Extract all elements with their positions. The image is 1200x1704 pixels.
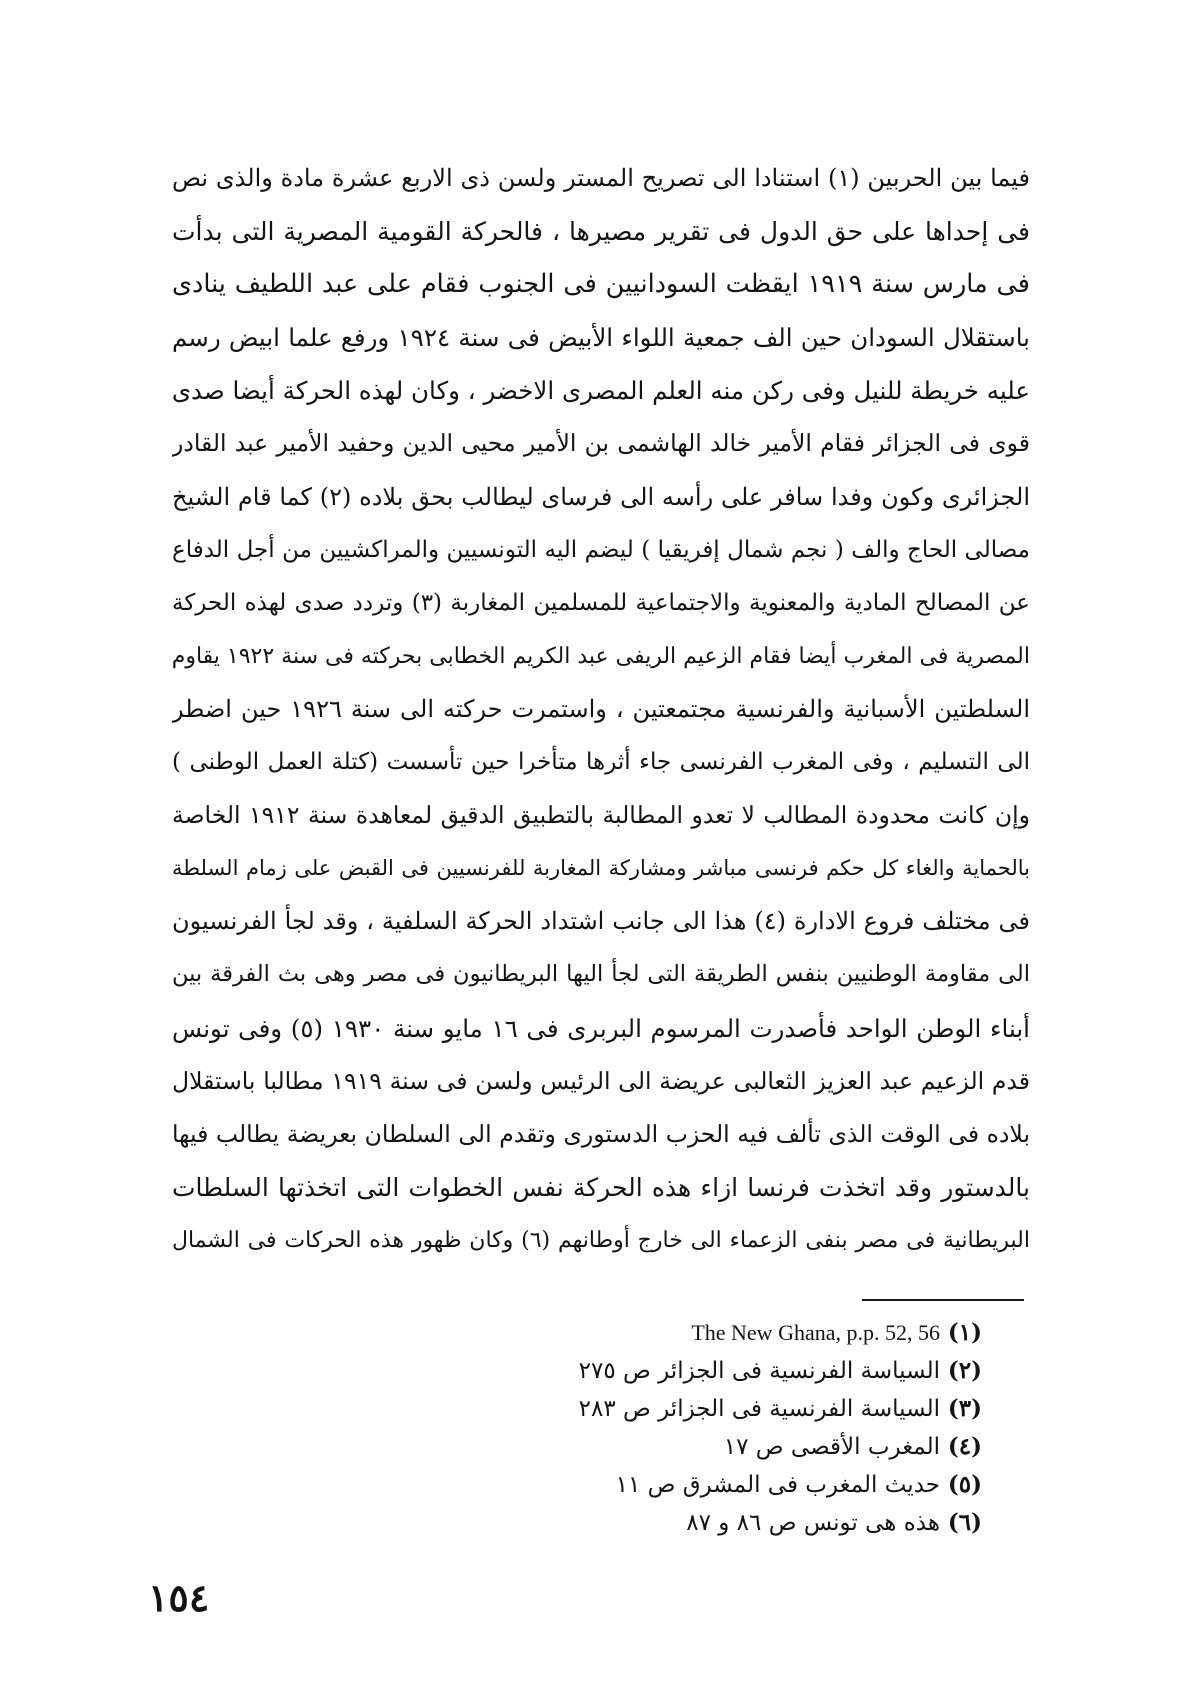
footnote-marker: (٤) — [947, 1433, 982, 1460]
footnote-text: السياسة الفرنسية فى الجزائر ص ٢٧٥ — [578, 1358, 940, 1384]
body-line: بلاده فى الوقت الذى تألف فيه الحزب الدستورى وتقدم الى السلطان بعريضة يطالب فيها — [172, 1119, 1030, 1148]
footnote — [382, 1352, 982, 1390]
body-line: فى مارس سنة ١٩١٩ ايقظت السودانيين فى الجنوب فقام على عبد اللطيف ينادى — [172, 269, 1030, 300]
page-number: ١٥٤ — [148, 1575, 210, 1620]
body-line: قدم الزعيم عبد العزيز الثعالبى عريضة الى الرئيس ولسن فى سنة ١٩١٩ مطالبا باستقلال — [172, 1066, 1030, 1095]
body-text — [172, 152, 1030, 1267]
footnote-marker: (٥) — [947, 1471, 982, 1498]
footnote-text: هذه هى تونس ص ٨٦ و ٨٧ — [686, 1510, 940, 1536]
body-line: وإن كانت محدودة المطالب لا تعدو المطالبة بالتطبيق الدقيق لمعاهدة سنة ١٩١٢ الخاصة — [172, 801, 1030, 830]
footnote-text: السياسة الفرنسية فى الجزائر ص ٢٨٣ — [578, 1396, 940, 1422]
body-line: عن المصالح المادية والمعنوية والاجتماعية للمسلمين المغاربة (٣) وتردد صدى لهذه الحركة — [172, 589, 1030, 616]
body-line: الى التسليم ، وفى المغرب الفرنسى جاء أثرها متأخرا حين تأسست (كتلة العمل الوطنى ) — [172, 749, 1030, 776]
footnote — [382, 1466, 982, 1504]
body-line: البريطانية فى مصر بنفى الزعماء الى خارج أوطانهم (٦) وكان ظهور هذه الحركات فى الشمال — [172, 1227, 1030, 1253]
footnote — [382, 1314, 982, 1352]
body-line: أبناء الوطن الواحد فأصدرت المرسوم البربرى فى ١٦ مايو سنة ١٩٣٠ (٥) وفى تونس — [172, 1013, 1030, 1043]
body-line: عليه خريطة للنيل وفى ركن منه العلم المصرى الاخضر ، وكان لهذه الحركة أيضا صدى — [172, 376, 1030, 406]
footnote — [382, 1504, 982, 1542]
body-line: فيما بين الحربين (١) استنادا الى تصريح المستر ولسن ذى الاربع عشرة مادة والذى نص — [172, 164, 1030, 192]
body-line: السلطتين الأسبانية والفرنسية مجتمعتين ، واستمرت حركته الى سنة ١٩٢٦ حين اضطر — [172, 694, 1030, 723]
body-line: فى إحداها على حق الدول فى تقرير مصيرها ، فالحركة القومية المصرية التى بدأت — [172, 217, 1030, 247]
footnote-marker: (٦) — [947, 1509, 982, 1536]
footnote-marker: (٣) — [947, 1395, 982, 1422]
body-line: المصرية فى المغرب أيضا فقام الزعيم الريفى عبد الكريم الخطابى بحركته فى سنة ١٩٢٢ يقاوم — [172, 643, 1030, 669]
footnotes — [382, 1314, 982, 1542]
footnote-separator — [862, 1299, 1024, 1301]
footnote-text: المغرب الأقصى ص ١٧ — [723, 1434, 940, 1460]
body-line: بالحماية والغاء كل حكم فرنسى مباشر ومشاركة المغاربة للفرنسيين فى القبض على زمام السلطة — [172, 856, 1030, 881]
footnote-text: The New Ghana, p.p. 52, 56 — [691, 1320, 940, 1345]
footnote-marker: (٢) — [947, 1357, 982, 1384]
body-line: فى مختلف فروع الادارة (٤) هذا الى جانب اشتداد الحركة السلفية ، وقد لجأ الفرنسيون — [172, 907, 1030, 936]
footnote — [382, 1428, 982, 1466]
body-line: باستقلال السودان حين الف جمعية اللواء الأبيض فى سنة ١٩٢٤ ورفع علما ابيض رسم — [172, 323, 1030, 353]
footnote-marker: (١) — [947, 1319, 982, 1346]
body-line: مصالى الحاج والف ( نجم شمال إفريقيا ) ليضم اليه التونسيين والمراكشيين من أجل الدفاع — [172, 536, 1030, 563]
body-line: بالدستور وقد اتخذت فرنسا ازاء هذه الحركة نفس الخطوات التى اتخذتها السلطات — [172, 1172, 1030, 1202]
body-line: قوى فى الجزائر فقام الأمير خالد الهاشمى بن الأمير محيى الدين وحفيد الأمير عبد القادر — [172, 429, 1030, 458]
footnote-text: حديث المغرب فى المشرق ص ١١ — [615, 1472, 940, 1498]
footnote — [382, 1390, 982, 1428]
body-line: الجزائرى وكون وفدا سافر على رأسه الى فرساى ليطالب بحق بلاده (٢) كما قام الشيخ — [172, 482, 1030, 511]
body-line: الى مقاومة الوطنيين بنفس الطريقة التى لجأ اليها البريطانيون فى مصر وهى بث الفرقة بين — [172, 961, 1030, 988]
